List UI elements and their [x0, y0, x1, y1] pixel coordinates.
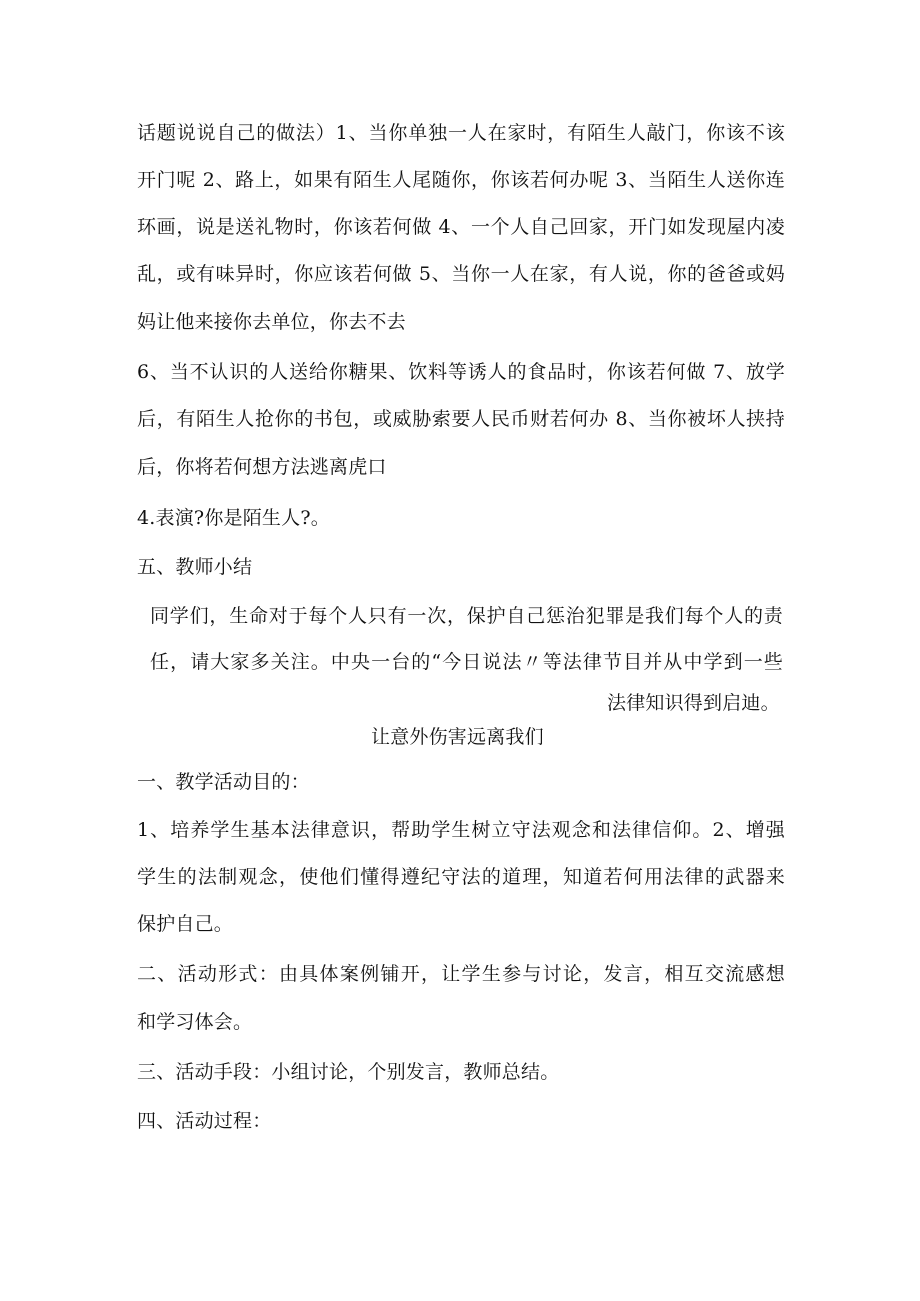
- page-title: 让意外伤害远离我们: [371, 726, 544, 748]
- section-heading: 四、活动过程：: [137, 1110, 272, 1132]
- paragraph-line: 4.表演?你是陌生人?。: [137, 507, 330, 529]
- paragraph-line: 法律知识得到启迪。: [607, 692, 780, 714]
- paragraph-line: 妈让他来接你去单位，你去不去: [137, 311, 406, 333]
- paragraph-line: 保护自己。: [137, 913, 234, 935]
- paragraph-line: 后，你将若何想方法逃离虎口: [137, 456, 387, 478]
- paragraph-line: 开门呢 2、路上，如果有陌生人尾随你，你该若何办呢 3、当陌生人送你连: [137, 169, 785, 191]
- section-heading: 五、教师小结: [137, 556, 253, 578]
- paragraph-line: 环画，说是送礼物时，你该若何做 4、一个人自己回家，开门如发现屋内凌: [137, 216, 785, 238]
- section-heading: 一、教学活动目的：: [137, 771, 310, 793]
- paragraph-line: 乱，或有味异时，你应该若何做 5、当你一人在家，有人说，你的爸爸或妈: [137, 263, 785, 285]
- paragraph-line: 话题说说自己的做法）1、当你单独一人在家时，有陌生人敲门，你该不该: [137, 122, 785, 144]
- paragraph-line: 1、培养学生基本法律意识，帮助学生树立守法观念和法律信仰。2、增强: [137, 819, 785, 841]
- paragraph-line: 二、活动形式：由具体案例铺开，让学生参与讨论，发言，相互交流感想: [137, 963, 785, 985]
- paragraph-line: 任，请大家多关注。中央一台的“今日说法〃等法律节目并从中学到一些: [150, 651, 783, 673]
- paragraph-line: 同学们，生命对于每个人只有一次，保护自己惩治犯罪是我们每个人的责: [150, 605, 783, 627]
- paragraph-line: 和学习体会。: [137, 1011, 253, 1033]
- paragraph-line: 三、活动手段：小组讨论，个别发言，教师总结。: [137, 1061, 560, 1083]
- paragraph-line: 6、当不认识的人送给你糖果、饮料等诱人的食品时，你该若何做 7、放学: [137, 361, 785, 383]
- paragraph-line: 后，有陌生人抢你的书包，或威胁索要人民币财若何办 8、当你被坏人挟持: [137, 408, 785, 430]
- paragraph-line: 学生的法制观念，使他们懂得遵纪守法的道理，知道若何用法律的武器来: [137, 866, 785, 888]
